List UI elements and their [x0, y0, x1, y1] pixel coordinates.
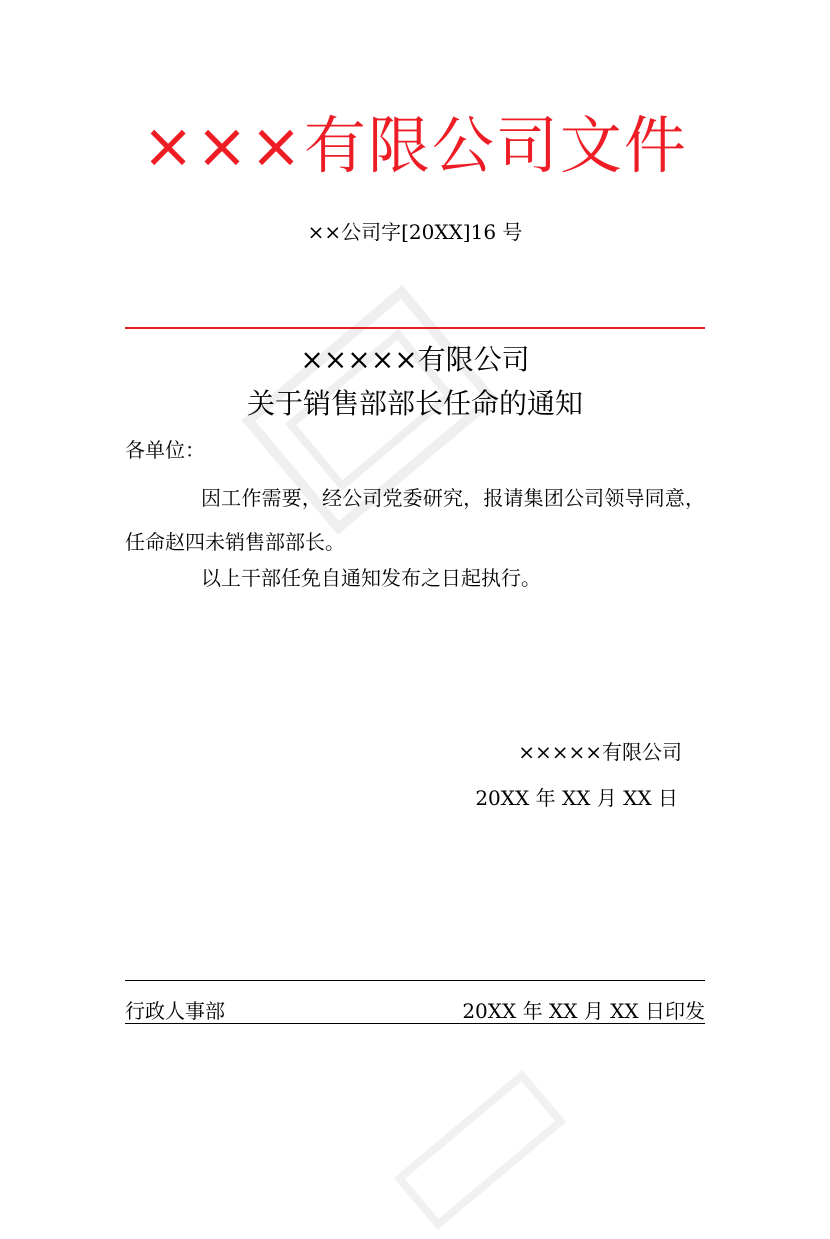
document-header: ×××有限公司文件: [142, 109, 688, 182]
signature-company: ×××××有限公司: [518, 740, 682, 764]
notice-title-subject: 关于销售部部长任命的通知: [246, 387, 583, 420]
signature-date: 20XX 年 XX 月 XX 日: [475, 786, 678, 810]
body-paragraph: 因工作需要，经公司党委研究，报请集团公司领导同意，任命赵四未销售部部长。: [125, 486, 705, 554]
footer-divider-top: [125, 980, 705, 981]
footer-divider-bottom: [125, 1023, 705, 1024]
salutation: 各单位：: [125, 438, 205, 462]
watermark-graphic-bottom: [385, 1062, 574, 1239]
header-divider: [125, 327, 705, 329]
document-number: ××公司字[20XX]16 号: [307, 220, 523, 244]
footer-issue-date: 20XX 年 XX 月 XX 日印发: [462, 999, 705, 1023]
notice-title-company: ×××××有限公司: [300, 343, 530, 376]
footer-department: 行政人事部: [125, 999, 225, 1023]
body-paragraph: 以上干部任免自通知发布之日起执行。: [201, 566, 541, 590]
